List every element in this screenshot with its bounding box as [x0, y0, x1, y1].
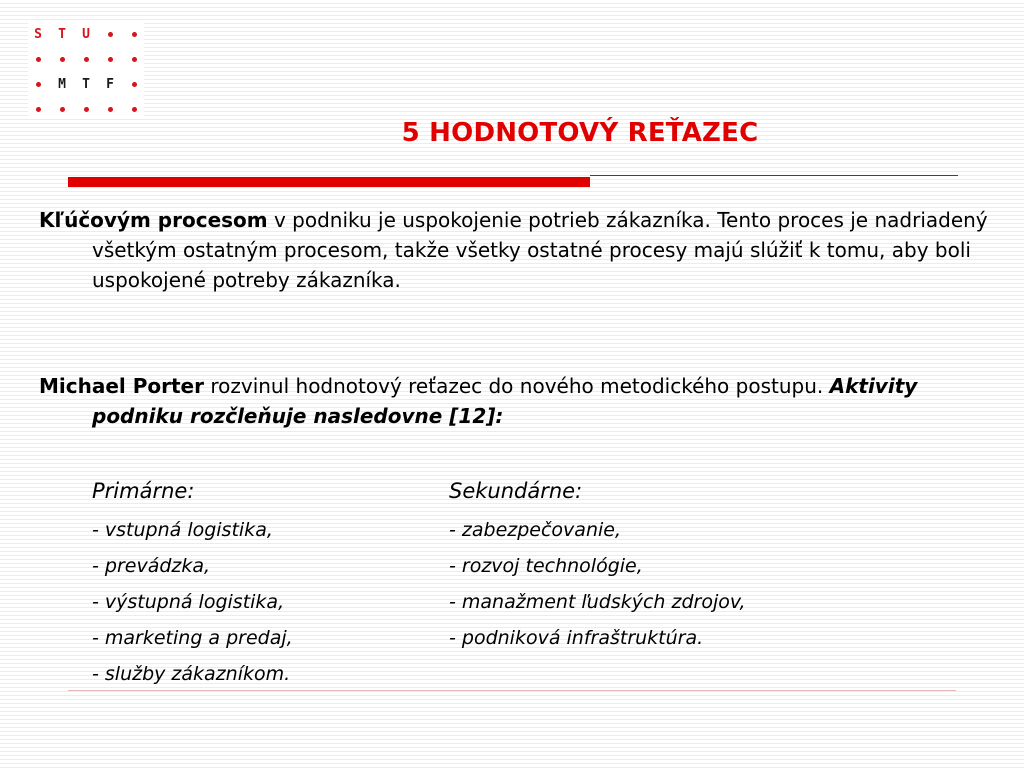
- logo-dot-mark: [60, 107, 65, 112]
- logo-dot-mark: [84, 57, 89, 62]
- logo-letter: U: [82, 26, 90, 42]
- list-item: - zabezpečovanie,: [449, 519, 621, 541]
- logo-dot-mark: [36, 107, 41, 112]
- list-item: - prevádzka,: [92, 555, 211, 577]
- logo-letter: F: [106, 76, 114, 92]
- paragraph-porter-text: rozvinul hodnotový reťazec do nového metodického postupu.: [203, 374, 830, 398]
- logo-dot-mark: [108, 32, 113, 37]
- logo-dot: [100, 24, 120, 44]
- logo-dot: [124, 49, 144, 69]
- logo-dot: [28, 74, 48, 94]
- logo-letter: T: [82, 76, 90, 92]
- primary-activities-heading: Primárne:: [92, 479, 195, 503]
- logo-dot-mark: [84, 107, 89, 112]
- logo-dot: [100, 49, 120, 69]
- logo-dot: [100, 99, 120, 119]
- logo-dot: [124, 99, 144, 119]
- logo-letter: M: [58, 76, 66, 92]
- list-item: - podniková infraštruktúra.: [449, 627, 704, 649]
- paragraph-porter-emphasis: Aktivity podniku rozčleňuje nasledovne [12]:: [92, 374, 918, 428]
- logo-dot: [52, 99, 72, 119]
- slide-title: 5 HODNOTOVÝ REŤAZEC: [401, 118, 759, 148]
- primary-activities-list: [92, 476, 432, 692]
- logo-dot: [76, 99, 96, 119]
- logo-dot-mark: [36, 57, 41, 62]
- logo-dot-mark: [132, 57, 137, 62]
- logo-dot-mark: [132, 107, 137, 112]
- paragraph-key-process: [39, 205, 992, 295]
- logo-dot-mark: [132, 82, 137, 87]
- paragraph-porter-lead: Michael Porter: [39, 374, 204, 398]
- stu-mtf-logo: [28, 22, 144, 118]
- list-item: - rozvoj technológie,: [449, 555, 643, 577]
- secondary-activities-list: [449, 476, 949, 656]
- list-item: - manažment ľudských zdrojov,: [449, 591, 746, 613]
- logo-dot-mark: [108, 57, 113, 62]
- logo-dot-mark: [60, 57, 65, 62]
- logo-letter: T: [58, 26, 66, 42]
- logo-dot-mark: [108, 107, 113, 112]
- paragraph-key-process-text: v podniku je uspokojenie potrieb zákazníka. Tento proces je nadriadený všetkým ostatným procesom, takže všetky ostatné procesy majú slúžiť k tomu, aby boli uspokojené potreby zákazníka.: [92, 208, 988, 292]
- logo-dot: [28, 99, 48, 119]
- secondary-activities-heading: Sekundárne:: [449, 479, 583, 503]
- footer-rule: [68, 690, 956, 691]
- logo-dot-mark: [132, 32, 137, 37]
- list-item: - marketing a predaj,: [92, 627, 293, 649]
- logo-dot: [28, 49, 48, 69]
- list-item: - vstupná logistika,: [92, 519, 273, 541]
- title-rule-thick: [68, 177, 590, 187]
- logo-dot: [76, 49, 96, 69]
- paragraph-key-process-lead: Kľúčovým procesom: [39, 208, 268, 232]
- paragraph-porter: [39, 371, 992, 431]
- logo-dot-mark: [36, 82, 41, 87]
- list-item: - výstupná logistika,: [92, 591, 285, 613]
- logo-dot: [124, 74, 144, 94]
- logo-dot: [124, 24, 144, 44]
- list-item: - služby zákazníkom.: [92, 663, 291, 685]
- title-rule-thin: [590, 175, 958, 176]
- logo-letter: S: [34, 26, 42, 42]
- logo-dot: [52, 49, 72, 69]
